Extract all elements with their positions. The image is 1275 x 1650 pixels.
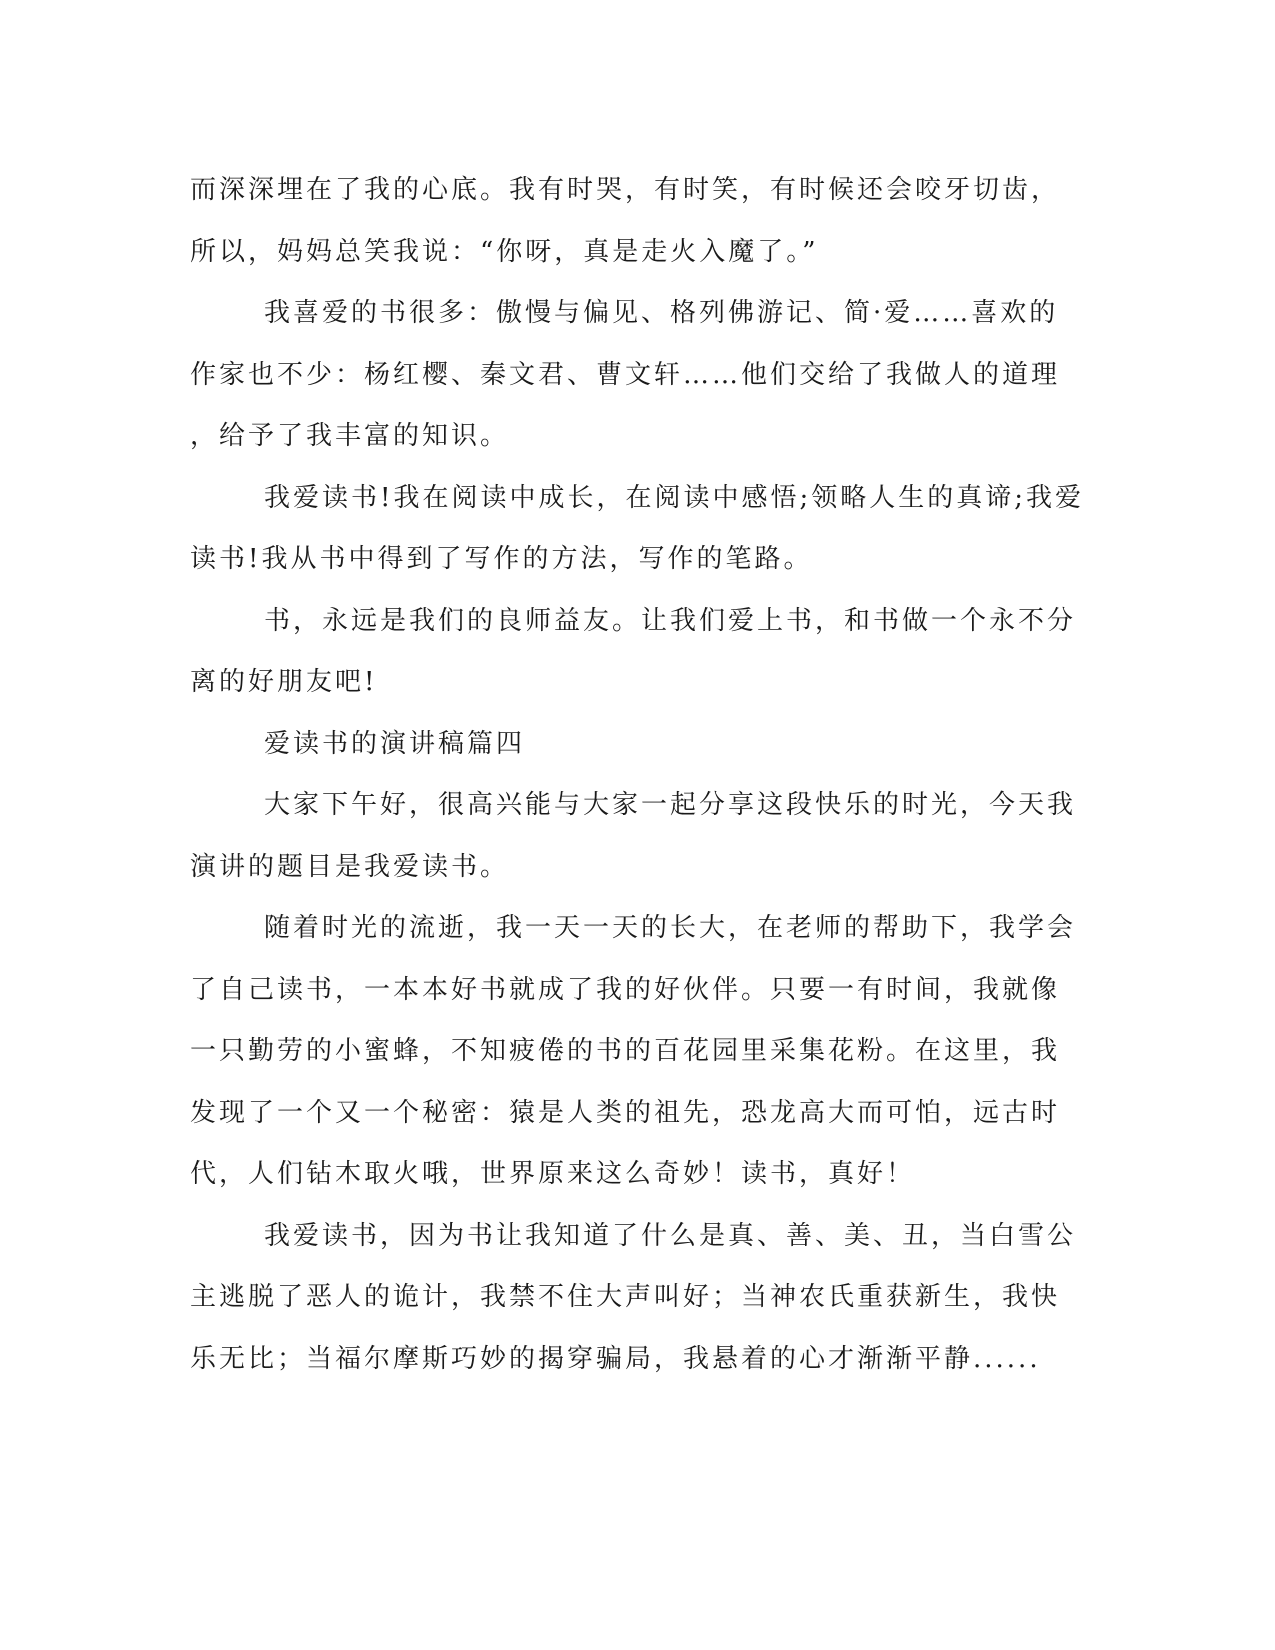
text-line: 随着时光的流逝，我一天一天的长大，在老师的帮助下，我学会 [264, 913, 1077, 943]
text-line: ，给予了我丰富的知识。 [190, 421, 510, 451]
text-line: 代，人们钻木取火哦，世界原来这么奇妙！读书，真好！ [190, 1159, 916, 1189]
text-line: 我爱读书!我在阅读中成长，在阅读中感悟;领略人生的真谛;我爱 [264, 482, 1084, 513]
text-line: 我爱读书，因为书让我知道了什么是真、善、美、丑，当白雪公 [264, 1220, 1077, 1251]
text-line: 我喜爱的书很多：傲慢与偏见、格列佛游记、简·爱……喜欢的 [264, 298, 1059, 328]
document-body [190, 160, 1084, 1390]
text-line: 书，永远是我们的良师益友。让我们爱上书，和书做一个永不分 [264, 605, 1077, 636]
text-line: 作家也不少：杨红樱、秦文君、曹文轩……他们交给了我做人的道理 [190, 359, 1061, 390]
text-line: 演讲的题目是我爱读书。 [190, 851, 510, 882]
section-heading: 爱读书的演讲稿篇四 [264, 728, 526, 759]
text-line: 一只勤劳的小蜜蜂，不知疲倦的书的百花园里采集花粉。在这里，我 [190, 1036, 1061, 1066]
text-line: 大家下午好，很高兴能与大家一起分享这段快乐的时光，今天我 [264, 790, 1077, 820]
text-line: 主逃脱了恶人的诡计，我禁不住大声叫好；当神农氏重获新生，我快 [190, 1282, 1061, 1312]
text-line: 离的好朋友吧! [190, 667, 378, 697]
text-line: 了自己读书，一本本好书就成了我的好伙伴。只要一有时间，我就像 [190, 974, 1061, 1005]
text-line: 读书!我从书中得到了写作的方法，写作的笔路。 [190, 544, 813, 574]
text-line: 而深深埋在了我的心底。我有时哭，有时笑，有时候还会咬牙切齿， [190, 175, 1061, 205]
text-line: 发现了一个又一个秘密：猿是人类的祖先，恐龙高大而可怕，远古时 [190, 1097, 1061, 1128]
text-line: 所以，妈妈总笑我说：“你呀，真是走火入魔了。” [190, 236, 819, 267]
text-line: 乐无比；当福尔摩斯巧妙的揭穿骗局，我悬着的心才渐渐平静...... [190, 1343, 1041, 1374]
